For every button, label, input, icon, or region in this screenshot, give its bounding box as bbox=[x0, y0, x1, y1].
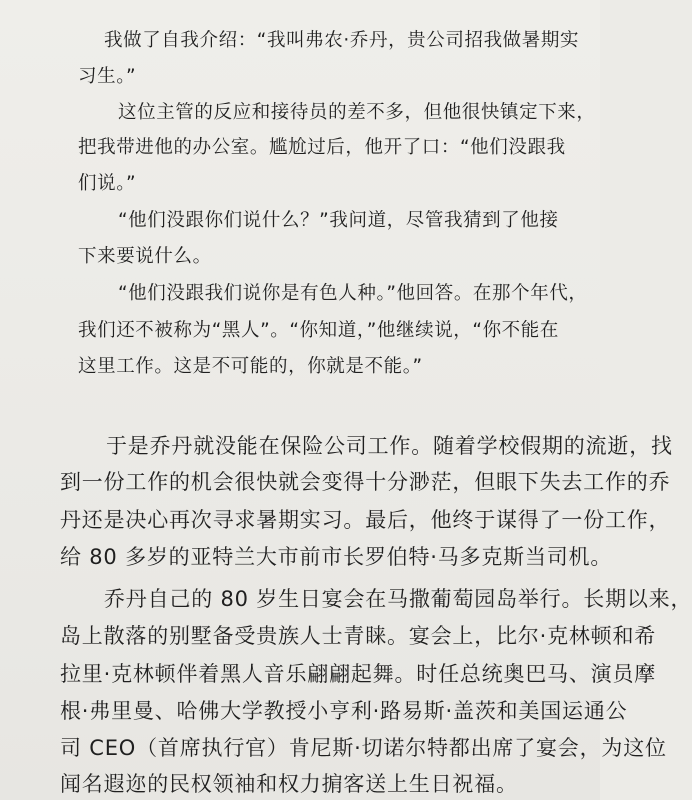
text-line: 丹还是决心再次寻求暑期实习。最后，他终于谋得了一份工作， bbox=[60, 508, 671, 532]
text-line: 这位主管的反应和接待员的差不多，但他很快镇定下来， bbox=[118, 102, 596, 123]
text-line: 闻名遐迩的民权领袖和权力掮客送上生日祝福。 bbox=[60, 772, 518, 796]
text-line: 司 CEO（首席执行官）肯尼斯·切诺尔特都出席了宴会，为这位 bbox=[60, 736, 667, 760]
text-line: 乔丹自己的 80 岁生日宴会在马撒葡萄园岛举行。长期以来， bbox=[104, 587, 692, 611]
text-line: 于是乔丹就没能在保险公司工作。随着学校假期的流逝，找 bbox=[106, 434, 673, 458]
text-line: 我做了自我介绍：“我叫弗农·乔丹，贵公司招我做暑期实 bbox=[104, 30, 580, 51]
text-line: 把我带进他的办公室。尴尬过后，他开了口：“他们没跟我 bbox=[78, 137, 566, 158]
text-line: 拉里·克林顿伴着黑人音乐翩翩起舞。时任总统奥巴马、演员摩 bbox=[60, 662, 657, 686]
text-line: 岛上散落的别墅备受贵族人士青睐。宴会上，比尔·克林顿和希 bbox=[60, 624, 657, 648]
text-line: 习生。” bbox=[78, 66, 137, 87]
text-line: “他们没跟我们说你是有色人种。”他回答。在那个年代， bbox=[118, 283, 588, 304]
text-line: 这里工作。这是不可能的，你就是不能。” bbox=[78, 356, 423, 377]
text-line: 我们还不被称为“黑人”。“你知道，”他继续说，“你不能在 bbox=[78, 320, 559, 341]
text-line: 下来要说什么。 bbox=[78, 246, 212, 267]
text-line: 根·弗里曼、哈佛大学教授小亨利·路易斯·盖茨和美国运通公 bbox=[60, 699, 628, 723]
text-line: 们说。” bbox=[78, 173, 137, 194]
text-line: 到一份工作的机会很快就会变得十分渺茫，但眼下失去工作的乔 bbox=[60, 470, 671, 494]
text-line: 给 80 多岁的亚特兰大市前市长罗伯特·马多克斯当司机。 bbox=[60, 545, 613, 569]
text-line: “他们没跟你们说什么？”我问道，尽管我猜到了他接 bbox=[118, 210, 559, 231]
